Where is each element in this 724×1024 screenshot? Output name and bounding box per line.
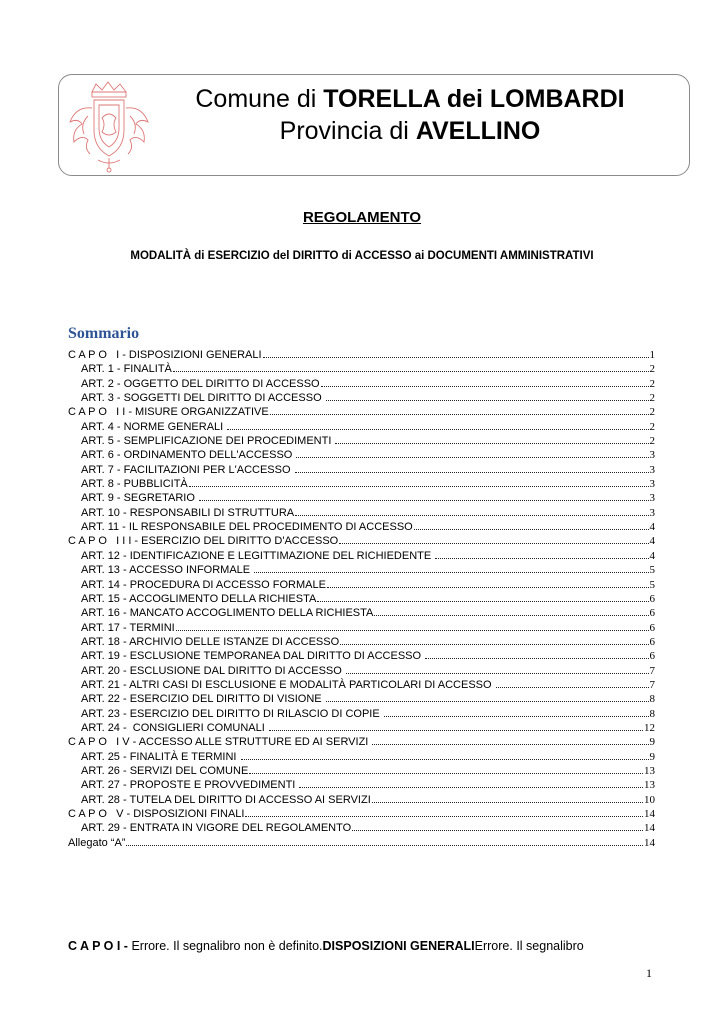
toc-leader-dots [263, 348, 649, 358]
toc-leader-dots [496, 678, 649, 688]
document-title: REGOLAMENTO [302, 209, 422, 226]
toc-entry-label: ART. 11 - IL RESPONSABILE DEL PROCEDIMENTO DI ACCESSO [81, 521, 413, 534]
toc-entry-page: 5 [649, 578, 655, 591]
table-of-contents [68, 348, 655, 850]
toc-entry-label: ART. 19 - ESCLUSIONE TEMPORANEA DAL DIRITTO DI ACCESSO [81, 650, 425, 663]
toc-entry[interactable] [68, 520, 655, 534]
toc-entry-page: 3 [649, 463, 655, 476]
toc-entry-label: ART. 12 - IDENTIFICAZIONE E LEGITTIMAZIONE DEL RICHIEDENTE [81, 549, 435, 562]
toc-entry[interactable] [68, 348, 655, 362]
toc-entry-label: ART. 10 - RESPONSABILI DI STRUTTURA [81, 506, 295, 519]
toc-entry-label: ART. 18 - ARCHIVIO DELLE ISTANZE DI ACCESSO [81, 635, 340, 648]
toc-entry[interactable] [68, 592, 655, 606]
toc-entry[interactable] [68, 448, 655, 462]
toc-leader-dots [335, 434, 648, 444]
toc-leader-dots [296, 448, 648, 458]
toc-entry[interactable] [68, 563, 655, 577]
toc-entry[interactable] [68, 692, 655, 706]
toc-entry-page: 3 [649, 492, 655, 505]
toc-entry[interactable] [68, 821, 655, 835]
toc-leader-dots [372, 793, 643, 803]
toc-leader-dots [326, 391, 649, 401]
toc-leader-dots [326, 692, 649, 702]
toc-entry-label: ART. 14 - PROCEDURA DI ACCESSO FORMALE [81, 578, 326, 591]
toc-entry-page: 3 [649, 506, 655, 519]
toc-leader-dots [299, 778, 643, 788]
toc-entry-page: 3 [649, 478, 655, 491]
toc-entry-page: 2 [649, 363, 655, 376]
toc-entry-page: 8 [649, 693, 655, 706]
toc-leader-dots [249, 764, 643, 774]
toc-entry-page: 13 [644, 779, 655, 792]
toc-entry[interactable] [68, 793, 655, 807]
toc-entry[interactable] [68, 807, 655, 821]
toc-entry-label: C A P O I I - MISURE ORGANIZZATIVE [68, 406, 269, 419]
toc-entry[interactable] [68, 391, 655, 405]
toc-entry-label: C A P O I V - ACCESSO ALLE STRUTTURE ED AI SERVIZI [68, 736, 372, 749]
toc-entry[interactable] [68, 635, 655, 649]
toc-entry[interactable] [68, 549, 655, 563]
toc-leader-dots [340, 635, 648, 645]
toc-entry-label: ART. 21 - ALTRI CASI DI ESCLUSIONE E MODALITÀ PARTICOLARI DI ACCESSO [81, 678, 495, 691]
toc-entry-label: ART. 4 - NORME GENERALI [81, 420, 227, 433]
toc-entry[interactable] [68, 836, 655, 850]
toc-entry[interactable] [68, 377, 655, 391]
toc-leader-dots [339, 534, 648, 544]
toc-entry-page: 8 [649, 707, 655, 720]
toc-entry-label: ART. 7 - FACILITAZIONI PER L'ACCESSO [81, 463, 294, 476]
toc-entry[interactable] [68, 434, 655, 448]
toc-entry-label: C A P O V - DISPOSIZIONI FINALI [68, 808, 245, 820]
toc-entry[interactable] [68, 707, 655, 721]
toc-entry-label: ART. 25 - FINALITÀ E TERMINI [81, 750, 240, 763]
toc-entry-page: 6 [649, 635, 655, 648]
toc-entry-page: 4 [649, 549, 655, 562]
toc-entry-page: 7 [649, 664, 655, 677]
municipality-name: Comune di TORELLA dei LOMBARDI [195, 85, 625, 113]
toc-entry[interactable] [68, 405, 655, 419]
toc-leader-dots [176, 621, 649, 631]
toc-entry[interactable] [68, 534, 655, 548]
toc-leader-dots [352, 821, 643, 831]
toc-entry-page: 2 [649, 392, 655, 405]
toc-entry-page: 1 [649, 349, 655, 361]
toc-entry-label: ART. 24 - CONSIGLIERI COMUNALI [81, 721, 268, 734]
toc-entry-page: 12 [644, 721, 655, 734]
toc-entry-label: ART. 17 - TERMINI [81, 621, 175, 634]
toc-leader-dots [295, 463, 649, 473]
toc-entry-page: 9 [649, 750, 655, 763]
toc-leader-dots [189, 477, 649, 487]
toc-entry[interactable] [68, 463, 655, 477]
toc-entry-label: ART. 3 - SOGGETTI DEL DIRITTO DI ACCESSO [81, 392, 325, 405]
bookmark-error-2: Errore. Il segnalibro [474, 939, 584, 953]
toc-entry-label: ART. 13 - ACCESSO INFORMALE [81, 564, 254, 577]
toc-entry-page: 4 [649, 535, 655, 548]
toc-entry[interactable] [68, 621, 655, 635]
toc-entry-label: ART. 9 - SEGRETARIO [81, 492, 198, 505]
toc-leader-dots [199, 491, 649, 501]
toc-heading: Sommario [68, 325, 140, 342]
toc-entry-page: 14 [644, 808, 655, 820]
document-subtitle: MODALITÀ di ESERCIZIO del DIRITTO di ACCESSO ai DOCUMENTI AMMINISTRATIVI [130, 250, 594, 262]
toc-leader-dots [374, 606, 648, 616]
toc-leader-dots [435, 549, 648, 559]
toc-entry-page: 14 [644, 836, 655, 849]
toc-leader-dots [241, 750, 649, 760]
bookmark-error-1: Errore. Il segnalibro non è definito. [131, 939, 323, 953]
municipal-coat-of-arms-icon [62, 78, 162, 174]
toc-entry-label: ART. 6 - ORDINAMENTO DELL'ACCESSO [81, 449, 296, 462]
toc-leader-dots [327, 578, 649, 588]
toc-leader-dots [227, 420, 648, 430]
toc-entry-page: 10 [644, 793, 655, 806]
toc-leader-dots [384, 707, 649, 717]
toc-entry-label: ART. 5 - SEMPLIFICAZIONE DEI PROCEDIMENTI [81, 435, 335, 448]
toc-entry[interactable] [68, 678, 655, 692]
toc-leader-dots [295, 506, 648, 516]
toc-entry-label: ART. 2 - OGGETTO DEL DIRITTO DI ACCESSO [81, 377, 320, 390]
toc-entry-label: ART. 27 - PROPOSTE E PROVVEDIMENTI [81, 779, 299, 792]
toc-leader-dots [245, 807, 643, 817]
toc-entry[interactable] [68, 491, 655, 505]
toc-entry[interactable] [68, 664, 655, 678]
toc-entry-label: ART. 15 - ACCOGLIMENTO DELLA RICHIESTA [81, 592, 317, 605]
chapter-heading: DISPOSIZIONI GENERALI [322, 939, 475, 953]
toc-entry-label: ART. 26 - SERVIZI DEL COMUNE [81, 764, 249, 777]
toc-entry-page: 7 [649, 678, 655, 691]
toc-leader-dots [126, 836, 643, 846]
toc-entry-label: ART. 28 - TUTELA DEL DIRITTO DI ACCESSO AI SERVIZI [81, 793, 371, 806]
toc-entry-label: Allegato “A” [68, 836, 126, 849]
page-number: 1 [646, 966, 652, 980]
toc-entry-page: 6 [649, 607, 655, 620]
toc-entry-label: ART. 8 - PUBBLICITÀ [81, 478, 188, 491]
toc-entry[interactable] [68, 778, 655, 792]
toc-entry-page: 3 [649, 449, 655, 462]
toc-entry-label: ART. 29 - ENTRATA IN VIGORE DEL REGOLAMENTO [81, 822, 352, 835]
toc-entry[interactable] [68, 506, 655, 520]
province-name: Provincia di AVELLINO [279, 117, 541, 145]
toc-leader-dots [317, 592, 648, 602]
toc-entry-page: 14 [644, 822, 655, 835]
toc-entry[interactable] [68, 420, 655, 434]
toc-entry-label: ART. 16 - MANCATO ACCOGLIMENTO DELLA RICHIESTA [81, 607, 374, 620]
toc-leader-dots [270, 405, 649, 415]
toc-entry[interactable] [68, 477, 655, 491]
toc-entry-page: 2 [649, 377, 655, 390]
toc-entry[interactable] [68, 362, 655, 376]
toc-leader-dots [173, 362, 649, 372]
toc-entry[interactable] [68, 606, 655, 620]
toc-leader-dots [346, 664, 649, 674]
toc-leader-dots [414, 520, 649, 530]
toc-entry-page: 2 [649, 406, 655, 419]
toc-leader-dots [269, 721, 643, 731]
toc-entry[interactable] [68, 750, 655, 764]
toc-entry-label: C A P O I - DISPOSIZIONI GENERALI [68, 349, 262, 361]
toc-entry-label: ART. 20 - ESCLUSIONE DAL DIRITTO DI ACCESSO [81, 664, 345, 677]
toc-entry-label: ART. 22 - ESERCIZIO DEL DIRITTO DI VISIONE [81, 693, 325, 706]
toc-entry[interactable] [68, 578, 655, 592]
toc-entry-page: 6 [649, 650, 655, 663]
toc-entry[interactable] [68, 721, 655, 735]
toc-entry-page: 2 [649, 420, 655, 433]
toc-entry-label: ART. 23 - ESERCIZIO DEL DIRITTO DI RILASCIO DI COPIE [81, 707, 383, 720]
toc-leader-dots [425, 649, 648, 659]
toc-leader-dots [372, 735, 648, 745]
toc-entry[interactable] [68, 735, 655, 749]
toc-leader-dots [254, 563, 648, 573]
toc-entry-page: 9 [649, 736, 655, 749]
toc-entry-label: C A P O I I I - ESERCIZIO DEL DIRITTO D'ACCESSO [68, 535, 339, 548]
toc-entry-page: 6 [649, 592, 655, 605]
chapter-label: C A P O I - [68, 939, 132, 953]
toc-entry-label: ART. 1 - FINALITÀ [81, 363, 172, 376]
toc-entry[interactable] [68, 649, 655, 663]
toc-entry-page: 4 [649, 521, 655, 534]
toc-entry-page: 5 [649, 564, 655, 577]
toc-entry-page: 2 [649, 435, 655, 448]
bottom-chapter-line [68, 938, 584, 954]
toc-entry-page: 6 [649, 621, 655, 634]
toc-entry[interactable] [68, 764, 655, 778]
toc-leader-dots [321, 377, 649, 387]
toc-entry-page: 13 [644, 764, 655, 777]
